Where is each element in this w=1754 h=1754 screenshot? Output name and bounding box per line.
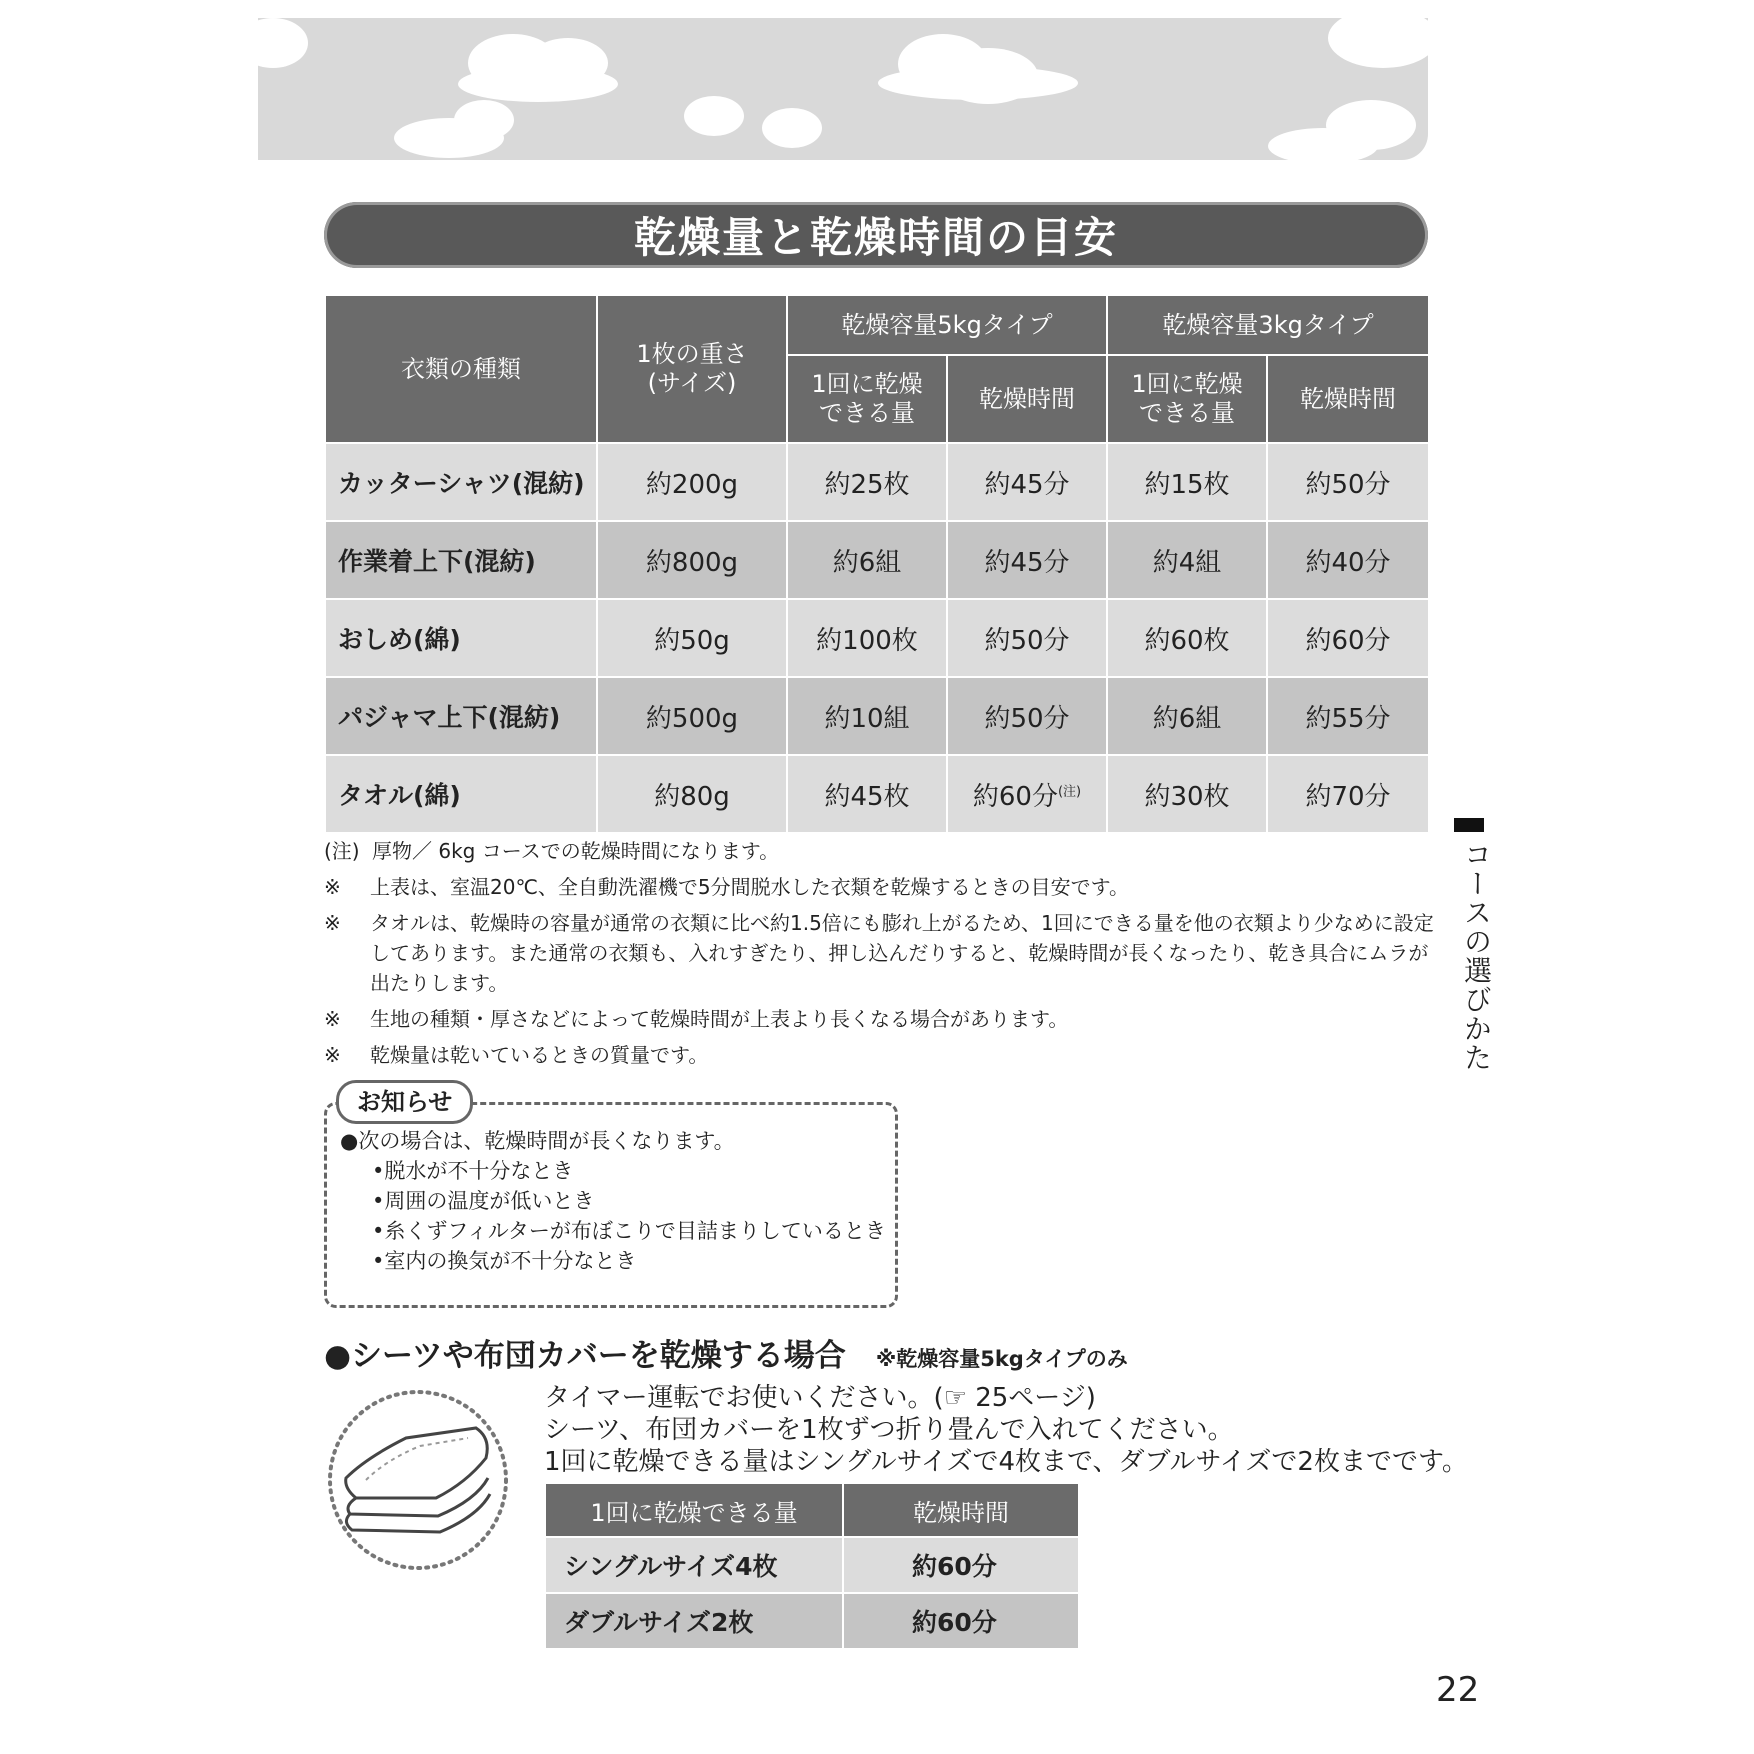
cell-kind: 作業着上下(混紡) [325, 521, 597, 599]
page-number: 22 [1436, 1670, 1480, 1710]
side-tab-label: コースの選びかた [1460, 840, 1493, 1072]
page-title: 乾燥量と乾燥時間の目安 [633, 213, 1118, 262]
cell-time: 約60分 [843, 1537, 1079, 1593]
cell-time-3kg: 約60分 [1267, 599, 1429, 677]
side-tab-marker [1454, 818, 1484, 832]
drying-table [324, 294, 1430, 834]
cell-amount-5kg: 約6組 [787, 521, 947, 599]
info-item: •糸くずフィルターが布ぼこりで目詰まりしているとき [372, 1219, 886, 1243]
info-item: •周囲の温度が低いとき [372, 1189, 595, 1213]
header-amount-5kg: 1回に乾燥 できる量 [787, 355, 947, 443]
cell-amount-5kg: 約25枚 [787, 443, 947, 521]
cloud-shape [878, 66, 1078, 100]
table-row [325, 755, 1429, 833]
cell-time-3kg: 約70分 [1267, 755, 1429, 833]
header-time-3kg: 乾燥時間 [1267, 355, 1429, 443]
cell-time-3kg: 約50分 [1267, 443, 1429, 521]
guide-line: タイマー運転でお使いください。(☞ 25ページ) [544, 1383, 1096, 1413]
cell-weight: 約200g [597, 443, 787, 521]
header-3kg: 乾燥容量3kgタイプ [1107, 295, 1429, 355]
cloud-shape [762, 108, 822, 148]
cell-kind: カッターシャツ(混紡) [325, 443, 597, 521]
cloud-shape [258, 18, 308, 68]
cell-time: 約60分 [843, 1593, 1079, 1649]
folded-sheet-illustration [326, 1388, 510, 1572]
guide-line: シーツ、布団カバーを1枚ずつ折り畳んで入れてください。 [544, 1415, 1234, 1445]
cell-amount-5kg: 約45枚 [787, 755, 947, 833]
cell-size: シングルサイズ4枚 [545, 1537, 843, 1593]
cell-amount-3kg: 約15枚 [1107, 443, 1267, 521]
header-amount-3kg: 1回に乾燥 できる量 [1107, 355, 1267, 443]
cloud-banner [258, 18, 1428, 160]
cell-weight: 約800g [597, 521, 787, 599]
cell-amount-3kg: 約6組 [1107, 677, 1267, 755]
section-title-bar [324, 202, 1428, 268]
note-item: ※ タオルは、乾燥時の容量が通常の衣類に比べ約1.5倍にも膨れ上がるため、1回にできる量を他の衣類より少なめに設定してあります。また通常の衣類も、入れすぎたり、押し込んだりすると、乾燥時間が長くなったり、乾き具合にムラが出たりします。 [324, 911, 1434, 995]
header-time-5kg: 乾燥時間 [947, 355, 1107, 443]
note-item: (注) 厚物／ 6kg コースでの乾燥時間になります。 [324, 839, 780, 863]
cell-amount-3kg: 約4組 [1107, 521, 1267, 599]
header-amount: 1回に乾燥できる量 [545, 1483, 843, 1537]
cell-kind: パジャマ上下(混紡) [325, 677, 597, 755]
cloud-shape [458, 66, 618, 102]
table-row [325, 677, 1429, 755]
info-item: •脱水が不十分なとき [372, 1159, 574, 1183]
section-heading: ●シーツや布団カバーを乾燥する場合 ※乾燥容量5kgタイプのみ [324, 1338, 1128, 1374]
header-5kg: 乾燥容量5kgタイプ [787, 295, 1107, 355]
header-weight: 1枚の重さ (サイズ) [597, 295, 787, 443]
cloud-shape [394, 118, 504, 158]
info-lead: ●次の場合は、乾燥時間が長くなります。 [340, 1129, 735, 1153]
header-kind: 衣類の種類 [325, 295, 597, 443]
cell-time-5kg: 約60分$^{(注)}$ [947, 755, 1107, 833]
table-row [325, 443, 1429, 521]
cell-amount-5kg: 約100枚 [787, 599, 947, 677]
table-row [325, 521, 1429, 599]
info-content [340, 1126, 886, 1276]
table-row [545, 1593, 1079, 1649]
cell-time-5kg: 約50分 [947, 599, 1107, 677]
cloud-shape [1328, 18, 1428, 68]
cell-time-3kg: 約55分 [1267, 677, 1429, 755]
cell-time-5kg: 約45分 [947, 443, 1107, 521]
sheet-table [544, 1482, 1080, 1650]
note-item: ※ 乾燥量は乾いているときの質量です。 [324, 1043, 709, 1067]
cell-weight: 約80g [597, 755, 787, 833]
note-item: ※ 生地の種類・厚さなどによって乾燥時間が上表より長くなる場合があります。 [324, 1007, 1069, 1031]
table-row [325, 599, 1429, 677]
cell-weight: 約500g [597, 677, 787, 755]
table-row [545, 1537, 1079, 1593]
cell-amount-3kg: 約60枚 [1107, 599, 1267, 677]
cell-amount-3kg: 約30枚 [1107, 755, 1267, 833]
footnote-mark: (注) [1057, 783, 1082, 799]
cloud-shape [684, 96, 744, 136]
cell-size: ダブルサイズ2枚 [545, 1593, 843, 1649]
info-label: お知らせ [336, 1080, 473, 1124]
header-time: 乾燥時間 [843, 1483, 1079, 1537]
info-item: •室内の換気が不十分なとき [372, 1249, 637, 1273]
guide-line: 1回に乾燥できる量はシングルサイズで4枚まで、ダブルサイズで2枚までです。 [544, 1447, 1468, 1477]
cell-amount-5kg: 約10組 [787, 677, 947, 755]
cell-weight: 約50g [597, 599, 787, 677]
cell-kind: おしめ(綿) [325, 599, 597, 677]
note-item: ※ 上表は、室温20℃、全自動洗濯機で5分間脱水した衣類を乾燥するときの目安です。 [324, 875, 1130, 899]
cell-time-3kg: 約40分 [1267, 521, 1429, 599]
cell-time-5kg: 約45分 [947, 521, 1107, 599]
side-tab [1454, 818, 1493, 1072]
guide-text [544, 1382, 1468, 1478]
section-note: ※乾燥容量5kgタイプのみ [875, 1347, 1128, 1371]
notes [324, 836, 1444, 1076]
cloud-shape [1268, 128, 1378, 160]
cell-time-5kg: 約50分 [947, 677, 1107, 755]
cell-kind: タオル(綿) [325, 755, 597, 833]
